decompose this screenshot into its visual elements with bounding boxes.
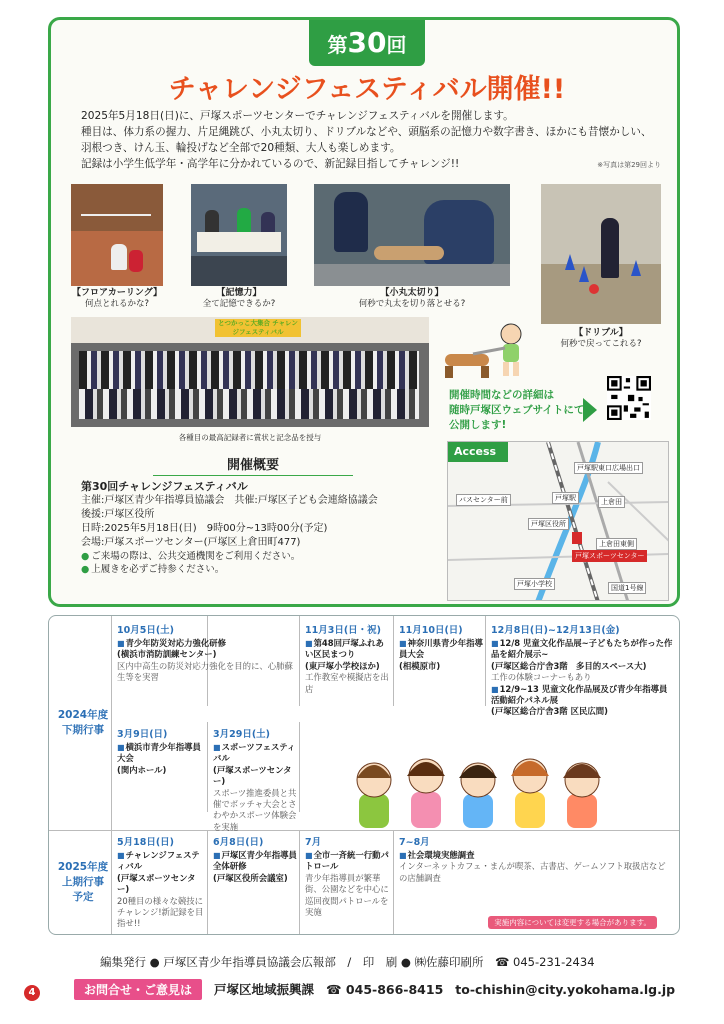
festival-panel — [48, 17, 680, 607]
map-label-station-exit: 戸塚駅東口広場出口 — [574, 462, 643, 474]
divider — [393, 830, 394, 935]
event-sports-festival: 3月29日(土) ■ スポーツフェスティバル (戸塚スポーツセンター) スポーツ推進委員と共催でボッチャ大会とさわやかスポーツ体験会を実施 — [213, 728, 297, 833]
schedule-panel — [48, 615, 680, 935]
festival-intro — [81, 108, 671, 172]
map-label-kamikurata-east: 上倉田東側 — [596, 538, 637, 550]
event-environment-survey: 7~8月 ■ 社会環境実態調査 インターネットカフェ・まんが喫茶、古書店、ゲームソフト取扱店などの店舗調査 — [399, 836, 669, 884]
contact-email[interactable]: to-chishin@city.yokohama.lg.jp — [455, 982, 676, 997]
event-ward-festival: 11月3日(日・祝) ■ 第48回戸塚ふれあい区民まつり (東戸塚小学校ほか) 工作教室や模擬店を出店 — [305, 624, 391, 695]
photo-memory — [191, 184, 287, 286]
group-banner: とつかっこ大集合 チャレンジフェスティバル — [215, 319, 301, 337]
event-overview — [73, 454, 443, 598]
map-venue-marker: 戸塚スポーツセンター — [572, 550, 647, 562]
event-general-training: 6月8日(日) ■ 戸塚区青少年指導員全体研修 (戸塚区役所会議室) — [213, 836, 297, 884]
overview-venue: 会場:戸塚スポーツセンター(戸塚区上倉田町477) — [81, 537, 301, 548]
festival-title: チャレンジフェスティバル開催!! — [168, 74, 566, 105]
photo-group — [71, 317, 429, 427]
photo-floor-curling — [71, 184, 163, 286]
event-challenge-festival: 5月18日(日) ■ チャレンジフェスティバル (戸塚スポーツセンター) 20種目の様々な競技にチャレンジ!新記録を目指せ!! — [117, 836, 205, 930]
intro-line: 羽根つき、けん玉、輪投げなど全部で20種類、大人も楽しめます。 — [81, 142, 401, 154]
intro-line: 記録は小学生低学年・高学年に分かれているので、新記録目指してチャレンジ!! — [81, 158, 460, 170]
map-label-kamikurata: 上倉田 — [598, 496, 625, 508]
overview-note-transport: ● ご来場の際は、公共交通機関をご利用ください。 — [81, 550, 443, 563]
label-2025-upper: 2025年度 上期行事 予定 — [57, 861, 109, 903]
intro-line: 種目は、体力系の握力、片足縄跳び、小丸太切り、ドリブルなどや、頭脳系の記憶力や数字書き、ほかにも昔懐かしい、 — [81, 126, 652, 138]
divider — [299, 722, 300, 812]
event-kanagawa-conference: 11月10日(日) ■ 神奈川県青少年指導員大会 (相模原市) — [399, 624, 483, 672]
divider — [393, 616, 394, 706]
page-number: 4 — [24, 985, 40, 1001]
event-yokohama-conference: 3月9日(日) ■ 横浜市青少年指導員大会 (関内ホール) — [117, 728, 205, 776]
log-cutting-illustration — [443, 320, 535, 380]
overview-event-name: 第30回チャレンジフェスティバル — [81, 480, 248, 493]
contact-line — [74, 979, 675, 1001]
arrow-right-icon — [583, 398, 597, 422]
caption-floor-curling: 【フロアカーリング】 何点とれるかな? — [71, 288, 162, 309]
divider — [49, 830, 111, 831]
map-label-elementary: 戸塚小学校 — [514, 578, 555, 590]
photo-note: ※写真は第29回より — [597, 161, 661, 169]
map-label-bus-center: バスセンター前 — [456, 494, 511, 506]
event-disaster-training: 10月5日(土) ■ 青少年防災対応力強化研修 (横浜市消防訓練センター) 区内中高生の防災対応力強化を目的に、心肺蘇生等を実習 — [117, 624, 303, 684]
schedule-change-note: 実施内容については変更する場合があります。 — [488, 916, 657, 929]
access-map — [447, 441, 669, 601]
caption-memory: 【記憶力】 全て記憶できるか? — [202, 288, 276, 309]
overview-heading: 開催概要 — [153, 454, 353, 476]
photo-dribble — [541, 184, 661, 324]
overview-note-shoes: ● 上履きを必ずご持参ください。 — [81, 563, 443, 576]
caption-group: 各種目の最高記録者に賞状と記念品を授与 — [178, 433, 322, 442]
map-label-ward-office: 戸塚区役所 — [528, 518, 569, 530]
map-label-totsuka-station: 戸塚駅 — [552, 492, 579, 504]
qr-code-icon[interactable] — [607, 376, 651, 420]
children-illustration — [349, 734, 619, 844]
label-2024-lower: 2024年度 下期行事 — [57, 709, 109, 736]
website-info-note: 開催時間などの詳細は 随時戸塚区ウェブサイトにて 公開します! — [449, 389, 585, 431]
map-access-label: Access — [448, 442, 508, 462]
divider — [299, 830, 300, 935]
contact-label: お問合せ・ご意見は — [74, 979, 202, 1000]
intro-line: 2025年5月18日(日)に、戸塚スポーツセンターでチャレンジフェスティバルを開催します。 — [81, 110, 514, 122]
caption-dribble: 【ドリブル】 何秒で戻ってこれる? — [560, 328, 642, 349]
caption-log-cutting: 【小丸太切り】 何秒で丸太を切り落とせる? — [358, 288, 466, 309]
overview-sponsor: 後援:戸塚区役所 — [81, 509, 155, 520]
edition-badge: 第30回 — [309, 20, 425, 66]
publisher-line: 編集発行 ● 戸塚区青少年指導員協議会広報部 / 印 刷 ● ㈱佐藤印刷所 ☎ 045-231-2434 — [100, 955, 595, 969]
overview-datetime: 日時:2025年5月18日(日) 9時00分~13時00分(予定) — [81, 523, 328, 534]
map-label-route1: 国道1号線 — [608, 582, 646, 594]
overview-organizer: 主催:戸塚区青少年指導員協議会 共催:戸塚区子ども会連絡協議会 — [81, 495, 378, 506]
divider — [111, 616, 112, 935]
contact-office: 戸塚区地域振興課 — [214, 982, 315, 997]
divider — [207, 830, 208, 935]
photo-log-cutting — [314, 184, 510, 286]
event-children-art-exhibit: 12月8日(日)~12月13日(金) ■ 12/8 児童文化作品展~子どもたちが作った作品を紹介展示~ (戸塚区総合庁舎3階 多目的スペース大) 工作の体験コーナーもあり ■ 12/9~13 児童文化作品展及び青少年指導員活動紹介パネル展 (戸塚区総合庁舎3階 区民広間) — [491, 624, 675, 718]
event-city-patrol: 7月 ■ 全市一斉統一行動パトロール 青少年指導員が繁華街、公園などを中心に巡回夜間パトロールを実施 — [305, 836, 391, 918]
divider — [207, 722, 208, 812]
divider — [485, 616, 486, 706]
contact-phone[interactable]: ☎ 045-866-8415 — [326, 982, 444, 997]
